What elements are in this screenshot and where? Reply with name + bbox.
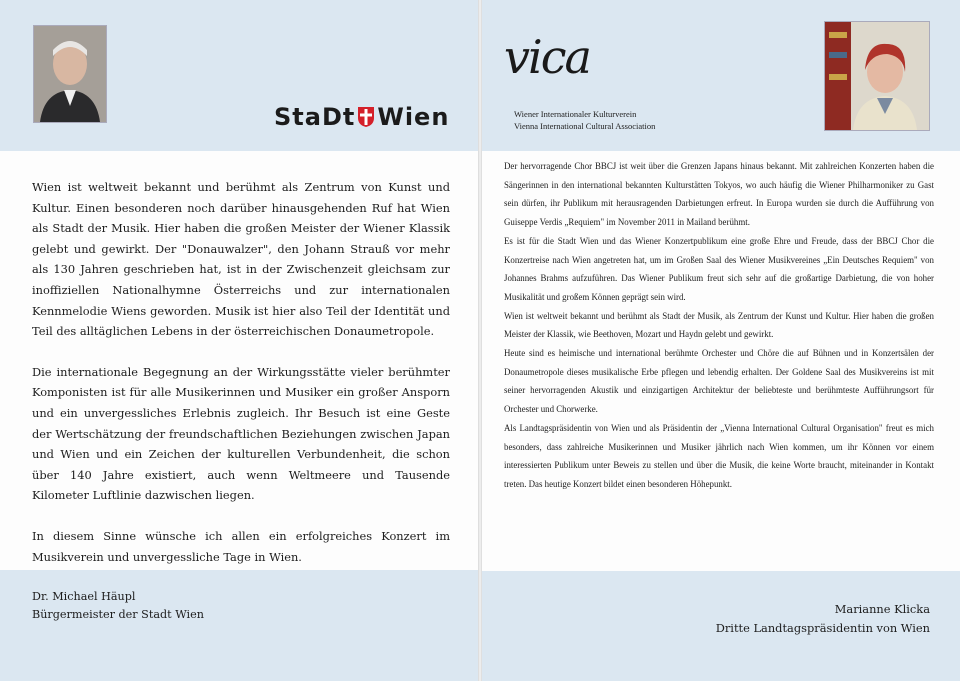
signature-title: Bürgermeister der Stadt Wien [32,608,204,621]
wien-shield-icon [357,106,375,128]
signature-title: Dritte Landtagspräsidentin von Wien [715,621,930,635]
signature-name: Marianne Klicka [834,602,930,616]
paragraph: Es ist für die Stadt Wien und das Wiener Konzertpublikum eine große Ehre und Freude, dass der BBCJ Chor die Konzertreise nach Wien angetreten hat, um im Großen Saal des Wiener Musikvereines „Ein Deutsches Requiem" von Johannes Brahms aufzuführen. Das Wiener Publikum freut sich sehr auf die großartige Darbietung, die von hoher Musikalität und großem Können geprägt sein wird. [504,235,934,302]
signature-block-left [32,588,204,624]
paragraph: Wien ist weltweit bekannt und berühmt als Zentrum von Kunst und Kultur. Einen besonderen noch darüber hinausgehenden Ruf hat Wien als Stadt der Musik. Hier haben die großen Meister der Wiener Klassik gelebt und gewirkt. Der "Donauwalzer", den Johann Strauß vor mehr als 130 Jahren geschrieben hat, ist in der Zwischenzeit gleichsam zur inoffiziellen Nationalhymne Österreichs und zur internationalen Kennmelodie Wiens geworden. Musik ist hier also Teil der Identität und Teil des alltäglichen Lebens in der österreichischen Donaumetropole. [32,180,450,339]
vica-subtitle: Wiener Internationaler Kulturverein Vienna International Cultural Association [514,109,656,131]
left-page [0,0,478,681]
letter-body-left [32,177,450,587]
paragraph: Der hervorragende Chor BBCJ ist weit über die Grenzen Japans hinaus bekannt. Mit zahlreichen Konzerten haben die Sängerinnen in den international bekannten Kulturstätten Tokyos, wo auch häufig die Wiener Philharmoniker zu Gast sein dürfen, ihr Publikum mit herausragenden Darbietungen erfreut. In Europa wurden sie durch die Aufführung von Guiseppe Verdis „Requiem" im November 2011 in Mailand berühmt. [504,161,934,228]
right-page [482,0,960,681]
paragraph: Die internationale Begegnung an der Wirkungsstätte vieler berühmter Komponisten ist für alle Musikerinnen und Musiker ein großer Ansporn und ein unvergessliches Erlebnis zugleich. Ihr Besuch ist eine Geste der Wertschätzung der freundschaftlichen Beziehungen zwischen Japan und Wien und ein Zeichen der kulturellen Verbundenheit, die schon über 140 Jahre existiert, auch wenn Weltmeere und Tausende Kilometer Luftlinie dazwischen liegen. [32,364,450,503]
paragraph: Wien ist weltweit bekannt und berühmt als Stadt der Musik, als Zentrum der Kunst und Kultur. Hier haben die großen Meister der Klassik, wie Beethoven, Mozart und Haydn gelebt und gewirkt. [504,310,934,340]
paragraph: Als Landtagspräsidentin von Wien und als Präsidentin der „Vienna International Cultural Organisation" freut es mich besonders, dass zahlreiche Musikerinnen und Musiker jährlich nach Wien kommen, um ihr Können vor einem interessierten Publikum unter Beweis zu stellen und über die Musik, die keine Worte braucht, miteinander in Kontakt treten. Das heutige Konzert bildet einen besonderen Höhepunkt. [504,422,934,489]
signature-block-right [716,600,930,638]
footer-band [0,570,478,681]
portrait-photo [824,21,930,131]
letter-body-right [504,157,934,494]
paragraph: In diesem Sinne wünsche ich allen ein erfolgreiches Konzert im Musikverein und unvergessliche Tage in Wien. [32,528,450,564]
vica-logo: vica [504,30,590,84]
portrait-photo [33,25,107,123]
signature-name: Dr. Michael Häupl [32,590,136,603]
paragraph: Heute sind es heimische und international berühmte Orchester und Chöre die auf Bühnen und in Konzertsälen der Donaumetropole dieses musikalische Erbe pflegen und lebendig erhalten. Der Goldene Saal des Musikvereins ist mit seiner hervorragenden Akustik und einzigartigen Architektur der beliebteste und berühmteste Aufführungsort für Orchester und Chorwerke. [504,348,934,415]
stadt-wien-logo: StaDt Wien [274,103,450,131]
